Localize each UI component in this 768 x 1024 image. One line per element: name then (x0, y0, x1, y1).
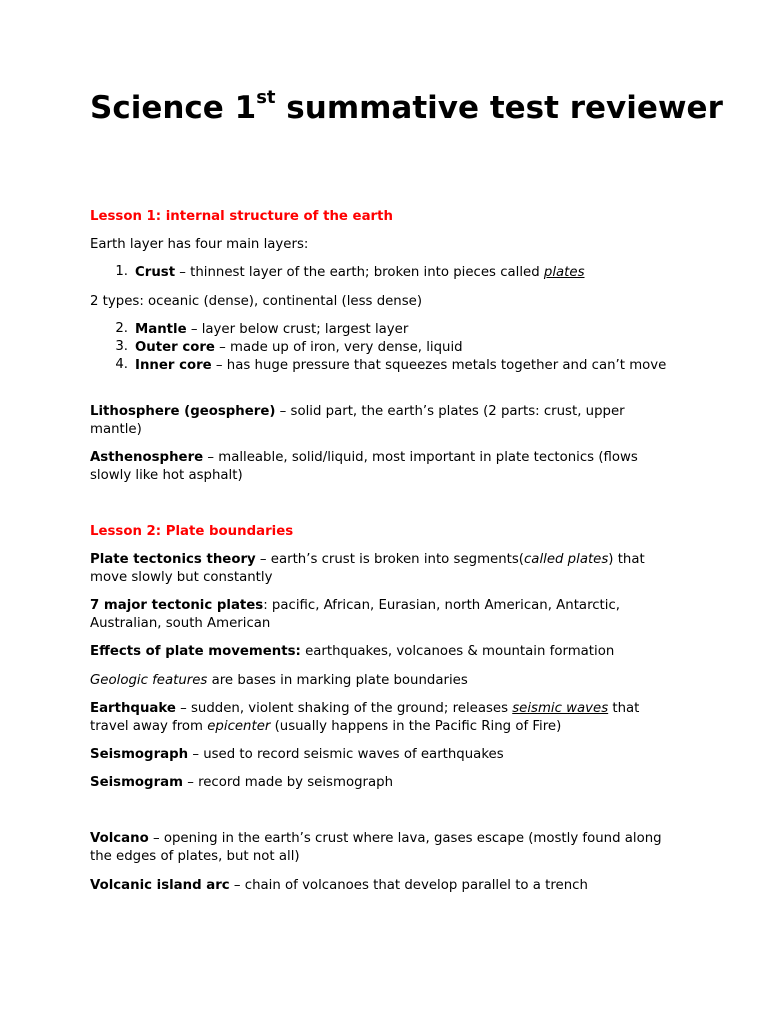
list-number: 3. (115, 339, 128, 354)
volcano-definition: Volcano – opening in the earth’s crust where lava, gases escape (mostly found along the edges of plates, but not all) (90, 831, 662, 864)
page-title: Science 1st summative test reviewer (90, 86, 723, 126)
list-item-crust: Crust – thinnest layer of the earth; broken into pieces called plates (135, 265, 585, 280)
plate-tectonics-definition: Plate tectonics theory – earth’s crust is broken into segments(called plates) that move slowly but constantly (90, 552, 645, 585)
list-number: 4. (115, 357, 128, 372)
seismograph-definition: Seismograph – used to record seismic waves of earthquakes (90, 747, 504, 762)
lesson-1-heading: Lesson 1: internal structure of the earth (90, 209, 393, 224)
lesson-1-intro: Earth layer has four main layers: (90, 237, 309, 252)
list-item-mantle: Mantle – layer below crust; largest layer (135, 322, 409, 337)
lesson-2-heading: Lesson 2: Plate boundaries (90, 524, 294, 539)
crust-types: 2 types: oceanic (dense), continental (less dense) (90, 294, 423, 309)
list-item-inner-core: Inner core – has huge pressure that squeezes metals together and can’t move (135, 358, 667, 373)
lithosphere-definition: Lithosphere (geosphere) – solid part, the earth’s plates (2 parts: crust, upper mantle) (90, 404, 625, 437)
list-number: 1. (115, 264, 128, 279)
list-item-outer-core: Outer core – made up of iron, very dense, liquid (135, 340, 463, 355)
effects-definition: Effects of plate movements: earthquakes, volcanoes & mountain formation (90, 644, 615, 659)
list-number: 2. (115, 321, 128, 336)
geologic-features-note: Geologic features are bases in marking plate boundaries (90, 673, 468, 688)
major-plates-definition: 7 major tectonic plates: pacific, African, Eurasian, north American, Antarctic, Australian, south American (90, 598, 621, 631)
volcanic-island-arc-definition: Volcanic island arc – chain of volcanoes that develop parallel to a trench (90, 878, 588, 893)
seismogram-definition: Seismogram – record made by seismograph (90, 775, 393, 790)
earthquake-definition: Earthquake – sudden, violent shaking of the ground; releases seismic waves that travel away from epicenter (usually happens in the Pacific Ring of Fire) (90, 701, 640, 734)
title-superscript: st (256, 86, 276, 108)
asthenosphere-definition: Asthenosphere – malleable, solid/liquid, most important in plate tectonics (flows slowly like hot asphalt) (90, 450, 638, 483)
